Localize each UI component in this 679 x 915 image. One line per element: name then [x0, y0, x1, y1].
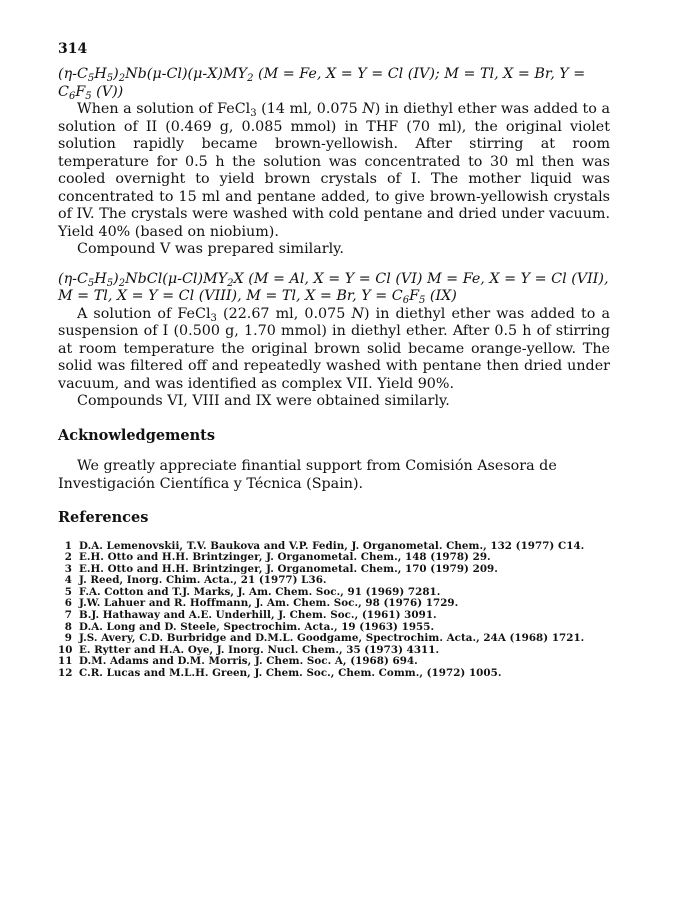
page-number: 314 — [58, 41, 88, 57]
reference-item: 2 E.H. Otto and H.H. Brintzinger, J. Organometal. Chem., 148 (1978) 29. — [64, 551, 491, 564]
procedure-note-v: Compound V was prepared similarly. — [77, 241, 344, 257]
reference-item: 8 D.A. Long and D. Steele, Spectrochim. Acta., 19 (1963) 1955. — [64, 620, 435, 633]
page-body — [58, 66, 610, 680]
acknowledgements-heading: Acknowledgements — [58, 426, 216, 444]
compound-heading-iv-v: $(\eta-C_5H_5)_2Nb(\mu-Cl)(\mu-X)MY_2$ (M = Fe, X = Y = Cl (IV); M = Tl, X = Br, $Y = C_6F_5$ (V)) — [58, 66, 586, 102]
reference-item: 6 J.W. Lahuer and R. Hoffmann, J. Am. Chem. Soc., 98 (1976) 1729. — [64, 597, 459, 610]
reference-item: 7 B.J. Hathaway and A.E. Underhill, J. Chem. Soc., (1961) 3091. — [64, 609, 437, 622]
reference-list — [58, 541, 610, 680]
reference-item: 9 J.S. Avery, C.D. Burbridge and D.M.L. Goodgame, Spectrochim. Acta., 24A (1968) 1721. — [64, 632, 585, 645]
procedure-note-vi-viii-ix: Compounds VI, VIII and IX were obtained similarly. — [77, 393, 450, 409]
reference-item: 3 E.H. Otto and H.H. Brintzinger, J. Organometal. Chem., 170 (1979) 209. — [64, 562, 498, 575]
reference-item: 12 C.R. Lucas and M.L.H. Green, J. Chem. Soc., Chem. Comm., (1972) 1005. — [58, 667, 502, 680]
acknowledgements-text: We greatly appreciate finantial support from Comisión Asesora de Investigación Científica y Técnica (Spain). — [58, 458, 557, 492]
reference-item: 4 J. Reed, Inorg. Chim. Acta., 21 (1977) L36. — [64, 574, 327, 587]
procedure-paragraph-iv: When a solution of FeCl$_3$ (14 ml, 0.075 N) in diethyl ether was added to a solution of II (0.469 g, 0.085 mmol) in THF (70 ml), the original violet solution rapidly became brown-yellowish. After stirring at room temperature for 0.5 h the solution was concentrated to 30 ml then was cooled overnight to yield brown crystals of I. The mother liquid was concentrated to 15 ml and pentane added, to give brown-yellowish crystals of IV. The crystals were washed with cold pentane and dried under vacuum. Yield 40% (based on niobium). — [58, 101, 610, 240]
reference-item: 11 D.M. Adams and D.M. Morris, J. Chem. Soc. A, (1968) 694. — [58, 655, 418, 668]
reference-item: 10 E. Rytter and H.A. Oye, J. Inorg. Nucl. Chem., 35 (1973) 4311. — [58, 643, 440, 656]
reference-item: 5 F.A. Cotton and T.J. Marks, J. Am. Chem. Soc., 91 (1969) 7281. — [64, 585, 441, 598]
compound-heading-vi-ix: $(\eta-C_5H_5)_2NbCl(\mu-Cl)MY_2X$ (M = Al, X = Y = Cl (VI) M = Fe, X = Y = Cl (VII), M = Tl, X = Y = Cl (VIII), M = Tl, X = Br, $Y = C_6F_5$ (IX) — [58, 270, 609, 306]
reference-item: 1 D.A. Lemenovskii, T.V. Baukova and V.P. Fedin, J. Organometal. Chem., 132 (1977) C14. — [64, 539, 585, 552]
references-heading: References — [58, 509, 149, 526]
procedure-paragraph-vii: A solution of FeCl$_3$ (22.67 ml, 0.075 N) in diethyl ether was added to a suspension of I (0.500 g, 1.70 mmol) in diethyl ether. After 0.5 h of stirring at room temperature the original brown solid became orange-yellow. The solid was filtered off and repeatedly washed with pentane then dried under vacuum, and was identified as complex VII. Yield 90%. — [58, 305, 610, 392]
